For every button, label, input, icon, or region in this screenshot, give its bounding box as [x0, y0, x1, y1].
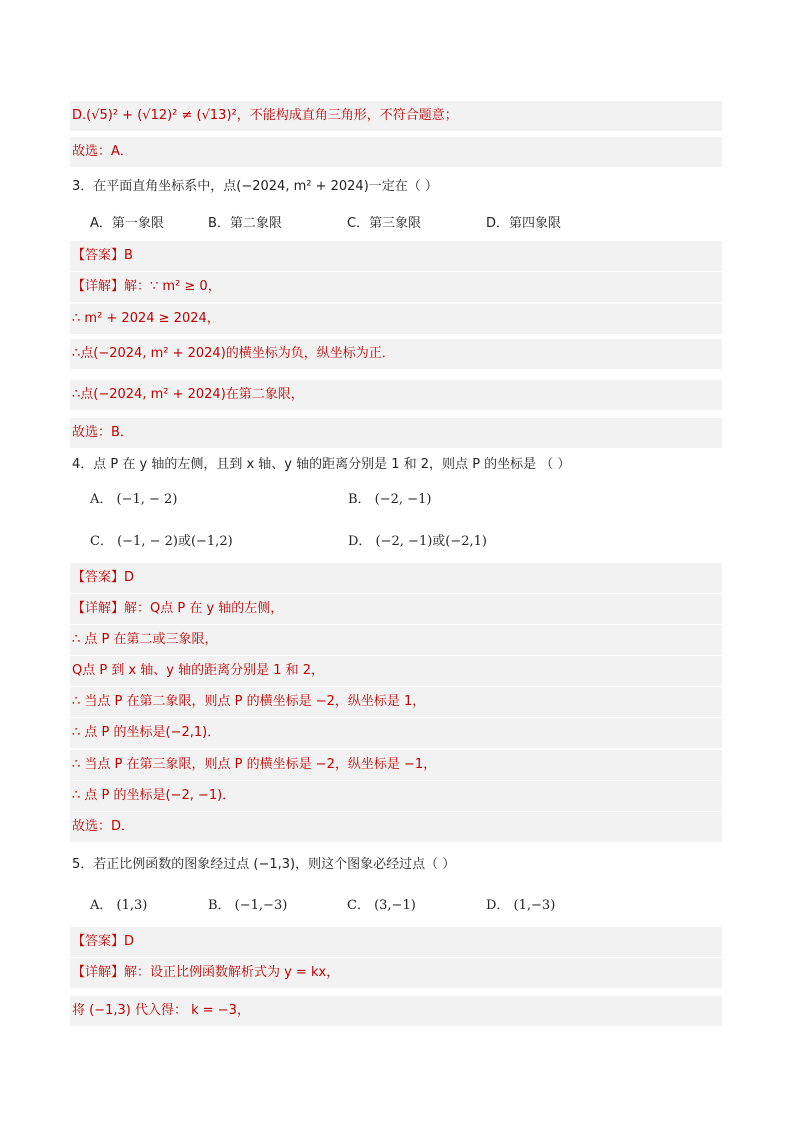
q3-detail-line-3: ∴点(−2024, m² + 2024)的横坐标为负，纵坐标为正．	[70, 339, 722, 369]
q3-detail-line-2: ∴ m² + 2024 ≥ 2024，	[70, 304, 722, 334]
q5-option-c: C． (3,−1)	[347, 898, 416, 913]
q4-stem: 4．点 P 在 y 轴的左侧，且到 x 轴、y 轴的距离分别是 1 和 2，则点 P 的坐标是 （ ）	[72, 457, 571, 472]
q4-option-a: A． (−1, − 2)	[90, 492, 178, 507]
q5-option-d: D． (1,−3)	[486, 898, 556, 913]
q5-answer: 【答案】D	[70, 927, 722, 957]
q3-option-d: D．第四象限	[486, 216, 562, 231]
q4-detail-line-4: ∴ 当点 P 在第二象限，则点 P 的横坐标是 −2，纵坐标是 1，	[70, 687, 722, 717]
q3-detail-line-4: ∴点(−2024, m² + 2024)在第二象限，	[70, 380, 722, 410]
q4-answer: 【答案】D	[70, 563, 722, 593]
q4-detail-line-6: ∴ 当点 P 在第三象限，则点 P 的横坐标是 −2，纵坐标是 −1，	[70, 750, 722, 780]
q5-detail-line-2: 将 (−1,3) 代入得： k = −3，	[70, 996, 722, 1026]
q4-detail-line-5: ∴ 点 P 的坐标是(−2,1)．	[70, 718, 722, 748]
q4-option-d: D． (−2, −1)或(−2,1)	[348, 534, 488, 549]
q4-option-c: C． (−1, − 2)或(−1,2)	[90, 534, 233, 549]
q3-detail-line-5: 故选：B．	[70, 418, 722, 448]
q2-option-d-explanation: D.(√5)² + (√12)² ≠ (√13)²，不能构成直角三角形，不符合题意；	[70, 101, 722, 131]
q5-option-a: A． (1,3)	[90, 898, 148, 913]
q4-detail-line-3: Q点 P 到 x 轴、y 轴的距离分别是 1 和 2，	[70, 656, 722, 686]
q4-option-b: B． (−2, −1)	[348, 492, 432, 507]
q3-stem: 3．在平面直角坐标系中，点(−2024, m² + 2024)一定在（ ）	[72, 179, 438, 194]
q4-detail-line-2: ∴ 点 P 在第二或三象限，	[70, 625, 722, 655]
q4-detail-line-1: 【详解】解：Q点 P 在 y 轴的左侧，	[70, 594, 722, 624]
q2-choose-line: 故选：A．	[70, 137, 722, 167]
q3-option-b: B．第二象限	[208, 216, 282, 231]
q5-stem: 5．若正比例函数的图象经过点 (−1,3)，则这个图象必经过点（ ）	[72, 857, 456, 872]
q5-option-b: B． (−1,−3)	[208, 898, 288, 913]
q3-option-a: A．第一象限	[90, 216, 164, 231]
q3-answer: 【答案】B	[70, 241, 722, 271]
q3-detail-line-1: 【详解】解：∵ m² ≥ 0，	[70, 272, 722, 302]
q4-detail-line-8: 故选：D．	[70, 812, 722, 842]
q5-detail-line-1: 【详解】解：设正比例函数解析式为 y = kx，	[70, 958, 722, 988]
q3-option-c: C．第三象限	[347, 216, 422, 231]
q4-detail-line-7: ∴ 点 P 的坐标是(−2, −1)．	[70, 781, 722, 811]
